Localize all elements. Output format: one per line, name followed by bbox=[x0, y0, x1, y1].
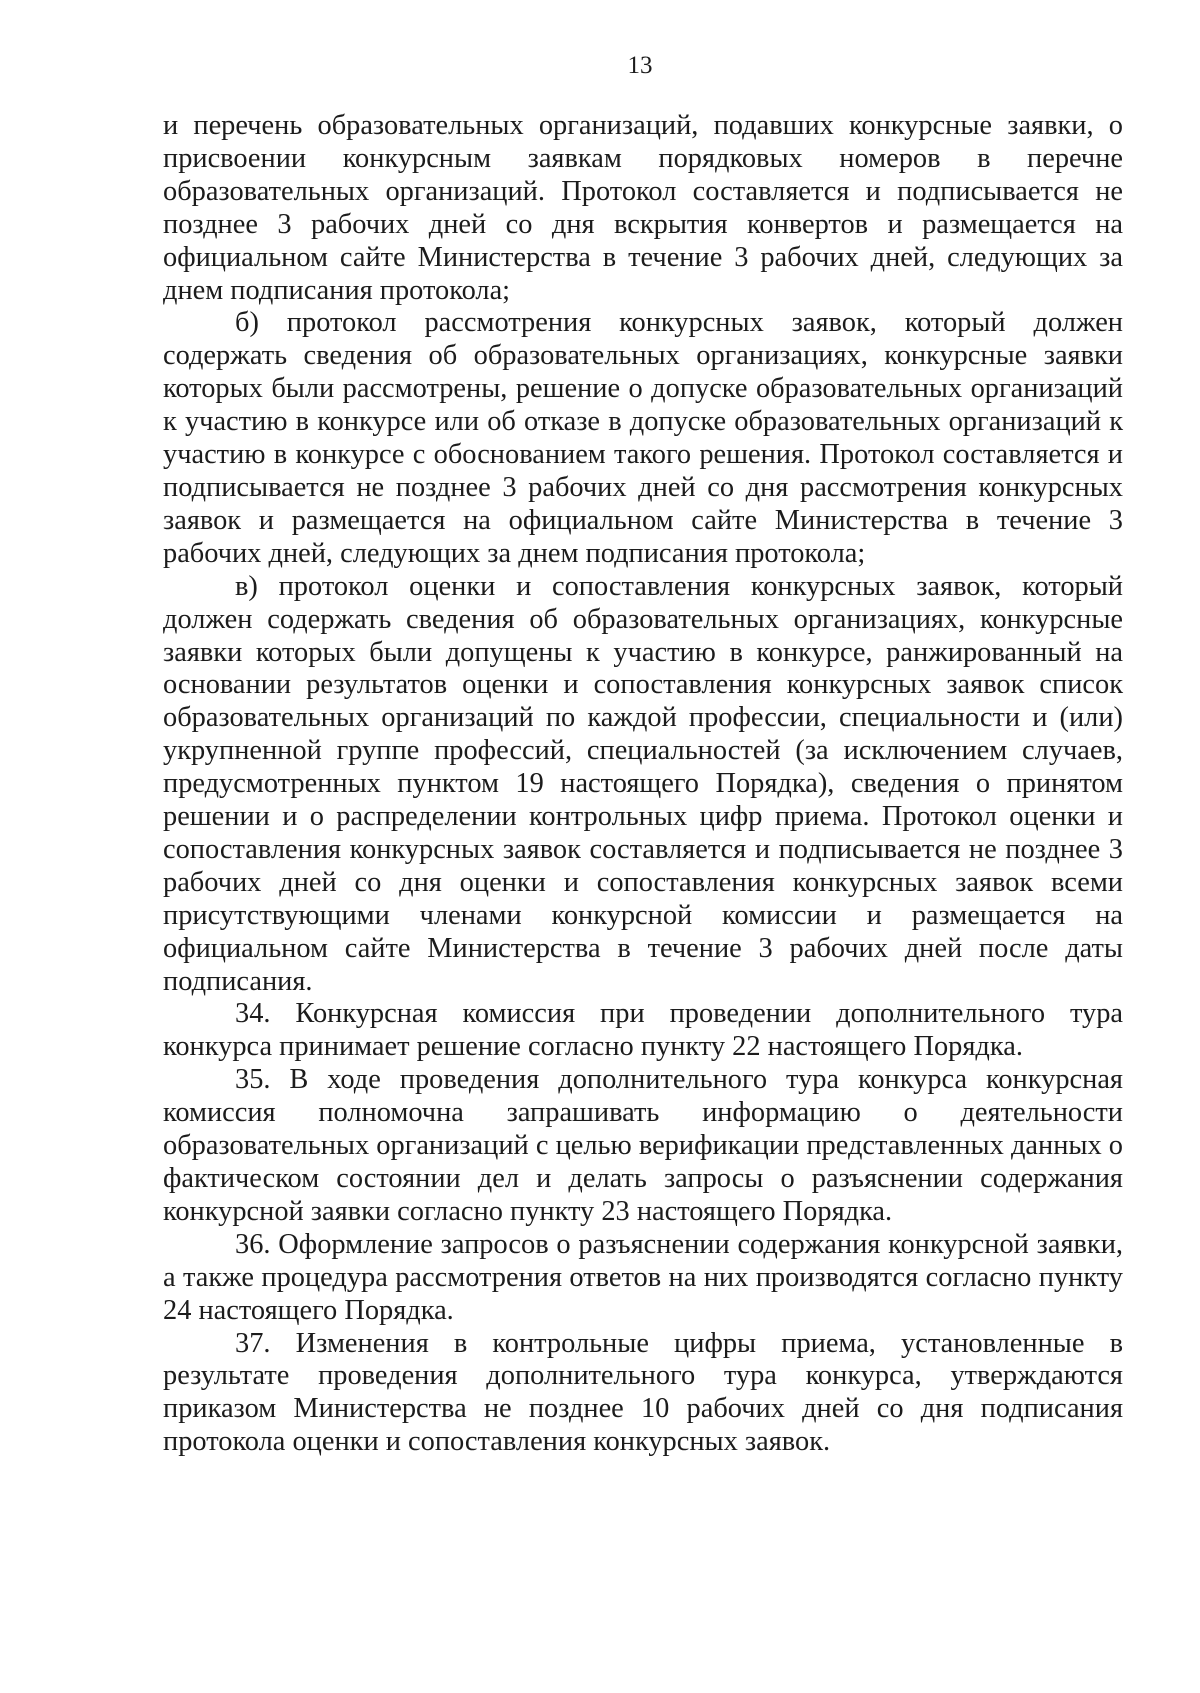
paragraph-list-continuation: и перечень образовательных организаций, подавших конкурсные заявки, о присвоении конкурсным заявкам порядковых номеров в перечне образовательных организаций. Протокол составляется и подписывается не позднее 3 рабочих дней со дня вскрытия конвертов и размещается на официальном сайте Министерства в течение 3 рабочих дней, следующих за днем подписания протокола; bbox=[163, 110, 1123, 306]
page-number: 13 bbox=[627, 52, 653, 79]
paragraph-clause-34: 34. Конкурсная комиссия при проведении дополнительного тура конкурса принимает решение согласно пункту 22 настоящего Порядка. bbox=[163, 998, 1123, 1063]
document-body bbox=[163, 110, 1123, 1459]
paragraph-clause-37: 37. Изменения в контрольные цифры приема, установленные в результате проведения дополнительного тура конкурса, утверждаются приказом Министерства не позднее 10 рабочих дней со дня подписания протокола оценки и сопоставления конкурсных заявок. bbox=[163, 1327, 1123, 1458]
paragraph-item-b: б) протокол рассмотрения конкурсных заявок, который должен содержать сведения об образовательных организациях, конкурсные заявки которых были рассмотрены, решение о допуске образовательных организаций к участию в конкурсе или об отказе в допуске образовательных организаций к участию в конкурсе с обоснованием такого решения. Протокол составляется и подписывается не позднее 3 рабочих дней со дня рассмотрения конкурсных заявок и размещается на официальном сайте Министерства в течение 3 рабочих дней, следующих за днем подписания протокола; bbox=[163, 307, 1123, 569]
paragraph-clause-35: 35. В ходе проведения дополнительного тура конкурса конкурсная комиссия полномочна запрашивать информацию о деятельности образовательных организаций с целью верификации представленных данных о фактическом состоянии дел и делать запросы о разъяснении содержания конкурсной заявки согласно пункту 23 настоящего Порядка. bbox=[163, 1064, 1123, 1227]
paragraph-item-v: в) протокол оценки и сопоставления конкурсных заявок, который должен содержать сведения об образовательных организациях, конкурсные заявки которых были допущены к участию в конкурсе, ранжированный на основании результатов оценки и сопоставления конкурсных заявок список образовательных организаций по каждой профессии, специальности и (или) укрупненной группе профессий, специальностей (за исключением случаев, предусмотренных пунктом 19 настоящего Порядка), сведения о принятом решении и о распределении контрольных цифр приема. Протокол оценки и сопоставления конкурсных заявок составляется и подписывается не позднее 3 рабочих дней со дня оценки и сопоставления конкурсных заявок всеми присутствующими членами конкурсной комиссии и размещается на официальном сайте Министерства в течение 3 рабочих дней после даты подписания. bbox=[163, 570, 1123, 997]
paragraph-clause-36: 36. Оформление запросов о разъяснении содержания конкурсной заявки, а также процедура рассмотрения ответов на них производятся согласно пункту 24 настоящего Порядка. bbox=[163, 1228, 1123, 1326]
